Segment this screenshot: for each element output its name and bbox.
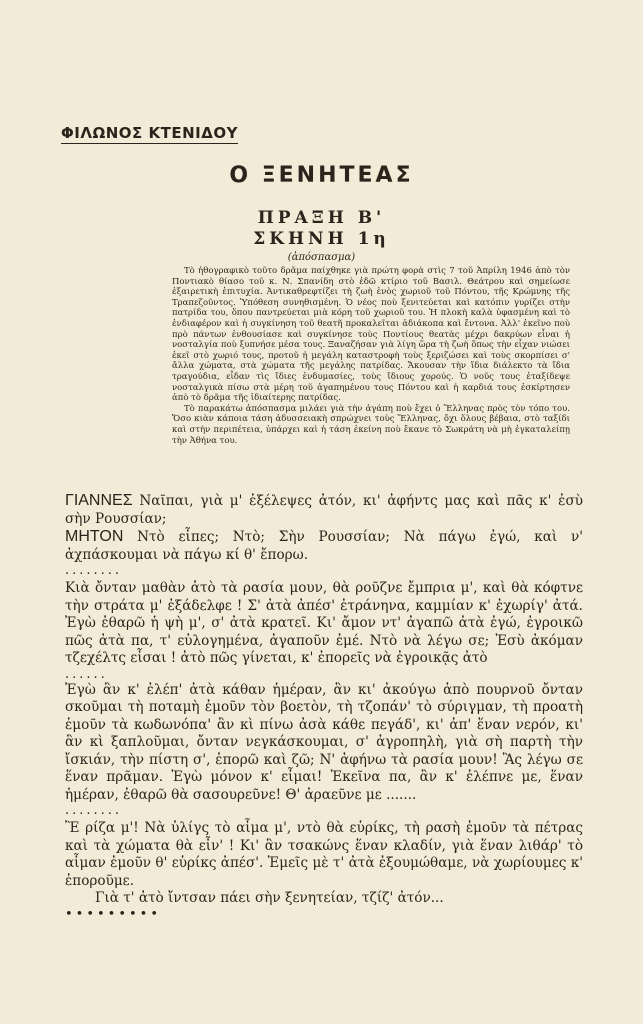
speaker-name: ΜΗΤΟΝ xyxy=(65,528,124,545)
ellipsis-separator: ••••••••• xyxy=(65,906,162,922)
author-heading: ΦΙΛΩΝΟΣ ΚΤΕΝΙΔΟΥ xyxy=(61,124,238,142)
dialogue xyxy=(65,492,583,922)
play-title: Ο ΞΕΝΗΤΕΑΣ xyxy=(229,163,414,188)
speaker-name: ΓΙΑΝΝΕΣ xyxy=(65,492,133,509)
ellipsis-separator: ........ xyxy=(65,803,123,818)
intro-paragraph: Τὸ παρακάτω ἀπόσπασμα μιλάει γιὰ τὴν ἀγάπη ποὺ ἔχει ὁ Ἕλληνας πρὸς τὸν τόπο του. Ὅσο κιὰν κάποια τάση ἀδυσσειακὴ σπρώχνει τοὺς Ἕλληνας, ὄχι ὅλους βέβαια, στὸ ταξίδι καὶ στὴν περιπέτεια, ὑπάρχει καὶ ἡ τάση ἐκείνη ποὺ ἔκανε τὸ Σωκράτη νὰ μὴ ἐγκαταλείπῃ τὴν Ἀθήνα του. xyxy=(172,403,570,446)
speech-text: Ναῖπαι, γιὰ μ' ἐξέλεψες ἀτόν, κι' ἀφήντς μας καὶ πᾶς κ' ἐσὺ σὴν Ρουσσίαν; xyxy=(65,493,583,527)
speech-paragraph: Ἒ ρίζα μ'! Νὰ ὑλίγς τὸ αἷμα μ', ντὸ θὰ εὑρίκς, τὴ ρασὴ ἐμοῦν τὰ πέτρας καὶ τὰ χώματα θὰ εἶν' ! Κι' ἂν τσακώνς ἕναν κλαδίν, γιὰ ἕναν λιθάρ' τὸ αἷμαν ἐμοῦν θ' εὑρίκς ἀπέσ'. Ἐμεῖς μὲ τ' ἀτὰ ἐξουμώθαμε, νὰ χωρίουμες κ' ἐποροῦμε. xyxy=(65,820,583,889)
dialogue-line xyxy=(65,492,583,528)
dialogue-line xyxy=(65,528,583,564)
act-heading: ΠΡΑΞΗ Β' xyxy=(257,208,386,228)
excerpt-note: (ἀπόσπασμα) xyxy=(287,252,356,263)
intro-paragraph: Τὸ ἠθογραφικὸ τοῦτο δρᾶμα παίχθηκε γιὰ πρώτη φορὰ στὶς 7 τοῦ Ἀπρίλη 1946 ἀπὸ τὸν Ποντιακὸ θίασο τοῦ κ. Ν. Σπανίδη στὸ ἐδῶ κτίριο τοῦ Βασιλ. Θεάτρου καὶ σημείωσε ἐξαιρετικὴ ἐπιτυχία. Ἀντικαθρεφτίζει τὴ ζωὴ ἑνὸς χωριοῦ τοῦ Πόντου, τῆς Κρώμνης τῆς Τραπεζοῦντος. Ὑπόθεση συνηθισμένη. Ὁ νέος ποὺ ξενιτεύεται καὶ κατόπιν γυρίζει στὴν πατρίδα του, ὅπου παντρεύεται μιὰ κόρη τοῦ χωριοῦ του. Ἡ πλοκὴ καλὰ ὑφασμένη καὶ τὸ ἐνδιαφέρον καὶ ἡ συγκίνηση τοῦ θεατῆ προκαλεῖται ἀδιάκοπα καὶ ἔντονα. Ἀλλ' ἐκεῖνο ποὺ πρὸ πάντων ἐνθουσίασε καὶ συγκίνησε τοὺς Ποντίους θεατὰς μέχρι δακρύων εἶναι ἡ νοσταλγία ποὺ ξυπνήσε μέσα τους. Ξαναζήσαν γιὰ λίγη ὥρα τὴ ζωὴ ὅπως τὴν εἶχαν νιώσει ἐκεῖ στὸ χωριό τους, προτοῦ ἡ μεγάλη καταστροφὴ τοὺς ξεριζώσει καὶ τοὺς σκορπίσει σ' ἄλλα χώματα, στὰ χώματα τῆς μεγάλης πατρίδας. Ἄκουσαν τὴν ἴδια διάλεκτο τὰ ἴδια τραγούδια, εἶδαν τὶς ἴδιες ἐνδυμασίες, τοὺς ἴδιους χορούς. Ὁ νοῦς τους ἐταξίδεψε νοσταλγικὰ πίσω στὰ μέρη τοῦ ἀγαπημένου τους Πόντου καὶ ἡ καρδιά τους ἐσκίρτησεν ἀπὸ τὸ δρᾶμα τῆς ἰδιαίτερης πατρίδας. xyxy=(172,266,570,404)
scene-heading: ΣΚΗΝΗ 1η xyxy=(253,229,390,249)
closing-line: Γιὰ τ' ἀτὸ ἴντσαν πάει σὴν ξενητείαν, τζίζ' ἀτόν... xyxy=(95,890,444,906)
ellipsis-separator: ........ xyxy=(65,563,123,578)
ellipsis-separator: ...... xyxy=(65,666,108,682)
introduction xyxy=(172,266,570,446)
speech-paragraph: Κιὰ ὄνταν μαθὰν ἀτὸ τὰ ρασία μουν, θὰ ροῦζνε ἔμπρια μ', καὶ θὰ κόφτνε τὴν στράτα μ' ἐξάδελφε ! Σ' ἀτὰ ἀπέσ' ἐτράνηνα, καμμίαν κ' ἐχωρίγ' ἀτά. Ἐγὼ ἐθαρῶ ἡ ψὴ μ', σ' ἀτὰ κρατεῖ. Κι' ἄμον ντ' ἀγαπῶ ἀτὰ ἐγώ, ἐγροικῶ πῶς ἀτὰ πα, τ' εὐλογημένα, ἀγαποῦν ἐμέ. Ντὸ νὰ λέγω σε; Ἐσὺ ἀκόμαν τζεχέλτς εἶσαι ! ἀτὸ πῶς γίνεται, κ' ἐπορεῖς νὰ ἐγροικᾷς ἀτὸ xyxy=(65,580,583,666)
speech-text: Ντὸ εἶπες; Ντὸ; Σὴν Ρουσσίαν; Νὰ πάγω ἐγώ, καὶ ν' ἀχπάσκουμαι νὰ πάγω κί θ' ἔπορω. xyxy=(65,529,583,563)
speech-paragraph: Ἐγὼ ἂν κ' ἐλέπ' ἀτὰ κάθαν ἡμέραν, ἂν κι' ἀκούγω ἀπὸ πουρνοῦ ὄνταν σκοῦμαι τὴ ποταμὴ ἐμοῦν τὸν βοετὸν, τὴ τζοπάν' τὸ σύριγμαν, τὴ προατὴ ἐμοῦν τὰ κωδωνόπα' ἂν κὶ πίνω ἀσὰ κάθε πεγάδ', κι' ἀπ' ἕναν νερόν, κι' ἂν κὶ ξαπλοῦμαι, ὄνταν νεγκάσκουμαι, σ' ἀγροπηλὴ, γιὰ σὴ παρτὴ τὴν ἴσκιάν, τὴν πίστη σ', ἐπορῶ καὶ ζῶ; Ν' ἀφήνω τὰ ρασία μουν! Ἂς λέγω σε ἕναν πρᾶμαν. Ἐγὼ μόνον κ' εἶμαι! Ἐκεῖνα πα, ἂν κ' ἐλέπνε με, ἕναν ἡμέραν, ἐθαρῶ θὰ σασουρεῦνε! Θ' ἀραεῦνε με ....... xyxy=(65,681,583,803)
